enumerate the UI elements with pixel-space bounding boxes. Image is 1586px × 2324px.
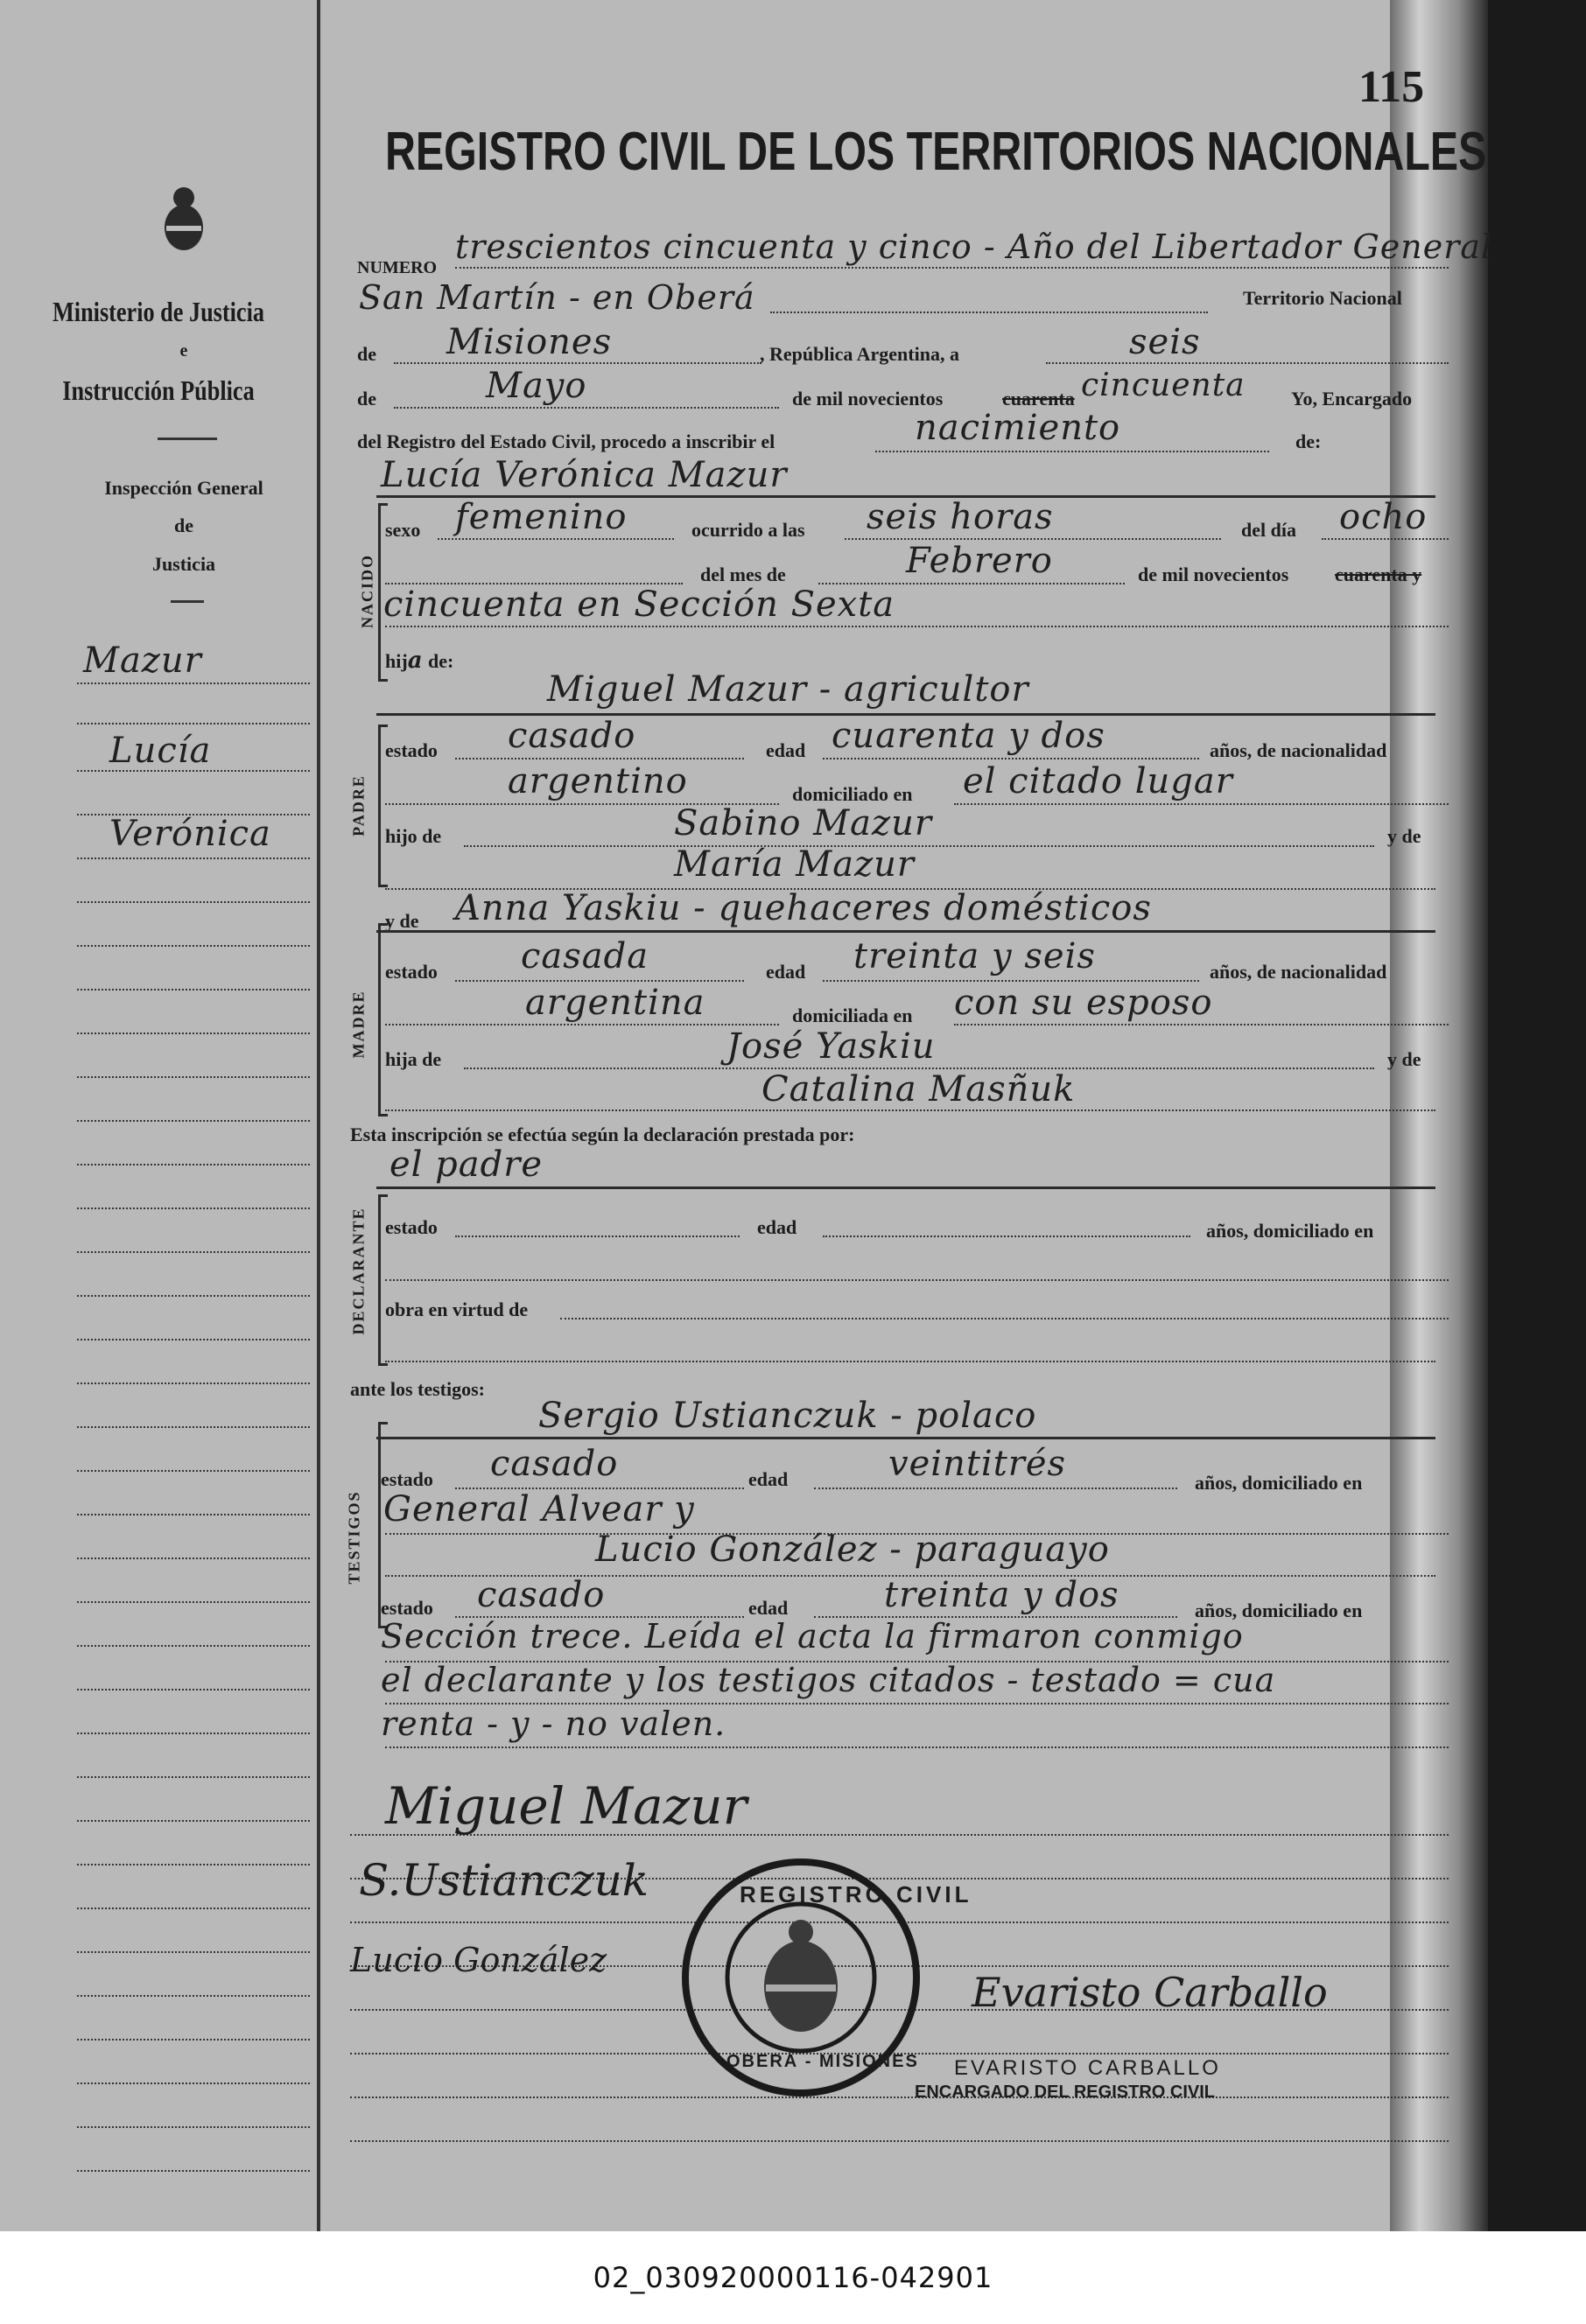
ocurrido-label: ocurrido a las (691, 519, 805, 541)
officer-role: ENCARGADO DEL REGISTRO CIVIL (915, 2082, 1215, 2102)
abuela-p-value: María Mazur (674, 844, 916, 885)
t2-estado-label: estado (381, 1597, 433, 1619)
testigo1-value: Sergio Ustianczuk - polaco (538, 1396, 1037, 1436)
margin-name2: Verónica (109, 814, 271, 854)
ministry-line3: Instrucción Pública (62, 374, 255, 406)
sexo-label: sexo (385, 519, 421, 541)
decl-anos-label: años, domiciliado en (1206, 1220, 1374, 1242)
margin-column (0, 0, 320, 2231)
mes-nac-value: Febrero (906, 541, 1053, 581)
divider (158, 438, 217, 440)
hijo-de-label: hijo de (385, 825, 442, 847)
acto-value: nacimiento (915, 408, 1121, 448)
territorio-value: Misiones (446, 322, 613, 362)
padre-edad-value: cuarenta y dos (832, 716, 1105, 756)
archive-id: 02_030920000116-042901 (0, 2231, 1586, 2324)
mes-value: Mayo (486, 366, 587, 406)
nombre-value: Lucía Verónica Mazur (381, 455, 788, 495)
numero-value-2: San Martín - en Oberá (359, 278, 755, 317)
anio-nac-value: cincuenta en Sección Sexta (383, 584, 895, 625)
t2-edad-label: edad (748, 1597, 789, 1619)
y-de-madre-label: y de (385, 910, 419, 932)
dia-value: seis (1129, 322, 1201, 362)
signature-witness1: S.Ustianczuk (359, 1855, 649, 1906)
padre-dom-label: domiciliado en (792, 783, 913, 805)
margin-surname: Mazur (83, 640, 202, 681)
signature-witness2: Lucio González (350, 1941, 607, 1979)
madre-dom-value: con su esposo (954, 983, 1213, 1023)
testigos-vlabel: TESTIGOS (345, 1490, 363, 1585)
abuelo-m-value: José Yaskiu (726, 1026, 936, 1067)
hora-value: seis horas (867, 497, 1054, 537)
padre-anos-label: años, de nacionalidad (1210, 739, 1387, 761)
page-number: 115 (1358, 62, 1425, 112)
t2-anos-label: años, domiciliado en (1195, 1600, 1363, 1621)
t2-estado-value: casado (477, 1575, 606, 1615)
decl-estado-label: estado (385, 1216, 438, 1238)
republica-label: , República Argentina, a (760, 343, 959, 365)
stamp-bottom-text: OBERÁ - MISIONES (726, 2052, 919, 2071)
margin-name1: Lucía (109, 731, 212, 771)
padre-edad-label: edad (766, 739, 806, 761)
strike-cuarenta: cuarenta (1002, 388, 1075, 410)
hija-de-label: hija de (385, 1048, 442, 1070)
padre-estado-label: estado (385, 739, 438, 761)
padre-nac-value: argentino (508, 761, 688, 802)
y-de-label-2: y de (1387, 1048, 1421, 1070)
madre-estado-label: estado (385, 961, 438, 983)
sexo-value: femenino (455, 497, 628, 537)
signature-officer: Evaristo Carballo (972, 1969, 1328, 2016)
cierre3-value: renta - y - no valen. (381, 1704, 726, 1743)
padre-value: Miguel Mazur - agricultor (547, 669, 1029, 710)
ministry-line2: e (179, 341, 188, 360)
del-mes-label: del mes de (700, 564, 786, 585)
madre-label: MADRE (349, 990, 368, 1059)
madre-edad-label: edad (766, 961, 806, 983)
declarante-label: DECLARANTE (349, 1207, 368, 1335)
de-colon-label: de: (1295, 430, 1322, 452)
officer-name: EVARISTO CARBALLO (954, 2056, 1221, 2080)
t1-estado-value: casado (490, 1444, 619, 1484)
inspeccion-line2: de (174, 514, 193, 536)
strike-cuarenta-2: cuarenta y (1335, 564, 1422, 585)
t2-edad-value: treinta y dos (884, 1575, 1119, 1615)
declarante-value: el padre (389, 1144, 544, 1185)
inspeccion-line3: Justicia (151, 553, 216, 575)
obra-label: obra en virtud de (385, 1298, 529, 1320)
t1-anos-label: años, domiciliado en (1195, 1472, 1363, 1494)
numero-value: trescientos cincuenta y cinco - Año del Libertador General (455, 228, 1493, 266)
territorio-label: Territorio Nacional (1243, 287, 1402, 309)
anio-value: cincuenta (1081, 368, 1246, 403)
decl-edad-label: edad (757, 1216, 797, 1238)
de-mil-label: de mil novecientos (792, 388, 944, 410)
book-edge (1390, 0, 1488, 2231)
declaracion-label: Esta inscripción se efectúa según la declaración prestada por: (350, 1124, 855, 1145)
abuela-m-value: Catalina Masñuk (761, 1069, 1076, 1110)
madre-value: Anna Yaskiu - quehaceres domésticos (455, 888, 1152, 928)
y-de-label: y de (1387, 825, 1421, 847)
testigo2-value: Lucio González - paraguayo (595, 1530, 1110, 1570)
nacido-label: NACIDO (358, 554, 376, 629)
padre-label: PADRE (349, 774, 368, 836)
madre-anos-label: años, de nacionalidad (1210, 961, 1387, 983)
numero-label: NUMERO (357, 258, 438, 277)
del-dia-label: del día (1241, 519, 1296, 541)
signature-father: Miguel Mazur (385, 1776, 747, 1836)
madre-dom-label: domiciliada en (792, 1004, 913, 1026)
t1-dom-value: General Alvear y (383, 1489, 695, 1530)
madre-nac-value: argentina (525, 983, 705, 1023)
del-registro-label: del Registro del Estado Civil, procedo a inscribir el (357, 430, 775, 452)
cierre1-value: Sección trece. Leída el acta la firmaron conmigo (381, 1617, 1244, 1656)
t1-edad-label: edad (748, 1468, 789, 1490)
madre-estado-value: casada (521, 936, 649, 976)
stamp-top-text: REGISTRO CIVIL (740, 1881, 972, 1908)
t1-estado-label: estado (381, 1468, 433, 1490)
padre-dom-value: el citado lugar (963, 761, 1233, 802)
dia-nac-value: ocho (1339, 497, 1428, 537)
coat-of-arms-icon (159, 184, 208, 254)
inspeccion-line1: Inspección General (104, 477, 263, 499)
madre-edad-value: treinta y seis (853, 936, 1096, 976)
hijo-label: hija de: (385, 648, 454, 674)
divider (171, 600, 204, 603)
page-title: REGISTRO CIVIL DE LOS TERRITORIOS NACIONALES (385, 122, 1487, 182)
cierre2-value: el declarante y los testigos citados - testado = cua (381, 1661, 1276, 1699)
testigos-label: ante los testigos: (350, 1378, 485, 1400)
t1-edad-value: veintitrés (888, 1444, 1067, 1484)
de-label-2: de (357, 388, 376, 410)
abuelo-p-value: Sabino Mazur (674, 803, 932, 844)
de-mil-label-2: de mil novecientos (1138, 564, 1289, 585)
yo-encargado-label: Yo, Encargado (1291, 388, 1413, 410)
padre-estado-value: casado (508, 716, 636, 756)
de-label: de (357, 343, 376, 365)
ministry-line1: Ministerio de Justicia (53, 296, 264, 327)
